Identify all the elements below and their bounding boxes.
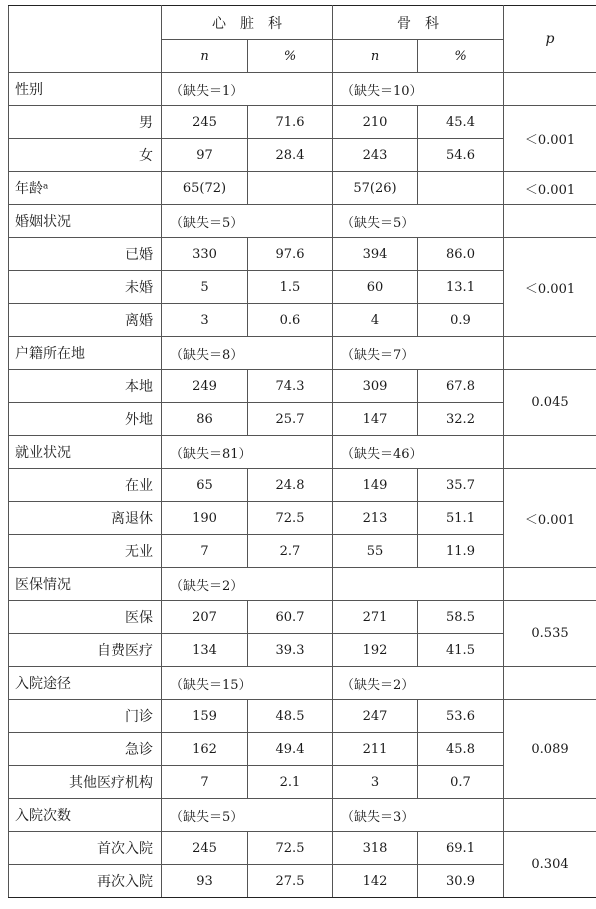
p-cell-empty: [504, 436, 596, 469]
missing-ortho: [333, 568, 504, 601]
table-row: [9, 73, 596, 106]
row-label: 未婚: [9, 271, 162, 304]
ortho-n: 60: [333, 271, 418, 304]
row-label: 本地: [9, 370, 162, 403]
cardio-n: 245: [162, 106, 248, 139]
missing-cardio: （缺失＝5）: [162, 799, 333, 832]
ortho-pct: 67.8: [418, 370, 504, 403]
p-cell-empty: [504, 667, 596, 700]
empty-cell: [418, 172, 504, 205]
p-value: 0.045: [504, 370, 596, 436]
cardio-n: 249: [162, 370, 248, 403]
group-label: 户籍所在地: [9, 337, 162, 370]
header-p: p: [504, 6, 596, 73]
table-row: [9, 469, 596, 502]
p-value: 0.304: [504, 832, 596, 898]
p-value: 0.089: [504, 700, 596, 799]
group-label: 婚姻状况: [9, 205, 162, 238]
row-label: 外地: [9, 403, 162, 436]
row-label: 在业: [9, 469, 162, 502]
cardio-pct: 28.4: [248, 139, 333, 172]
ortho-n: 192: [333, 634, 418, 667]
demographics-table: [8, 5, 596, 898]
missing-ortho: （缺失＝10）: [333, 73, 504, 106]
ortho-pct: 54.6: [418, 139, 504, 172]
ortho-pct: 69.1: [418, 832, 504, 865]
missing-ortho: （缺失＝2）: [333, 667, 504, 700]
ortho-value: 57(26): [333, 172, 418, 205]
table-row: [9, 601, 596, 634]
cardio-n: 5: [162, 271, 248, 304]
ortho-pct: 0.9: [418, 304, 504, 337]
table-row: [9, 370, 596, 403]
p-cell-empty: [504, 568, 596, 601]
row-label: 再次入院: [9, 865, 162, 898]
ortho-n: 318: [333, 832, 418, 865]
cardio-pct: 0.6: [248, 304, 333, 337]
missing-ortho: （缺失＝46）: [333, 436, 504, 469]
row-label: 自费医疗: [9, 634, 162, 667]
p-value: ＜0.001: [504, 238, 596, 337]
cardio-pct: 39.3: [248, 634, 333, 667]
ortho-pct: 58.5: [418, 601, 504, 634]
p-cell-empty: [504, 337, 596, 370]
table-row: [9, 568, 596, 601]
row-label: 医保: [9, 601, 162, 634]
missing-ortho: （缺失＝7）: [333, 337, 504, 370]
row-label: 女: [9, 139, 162, 172]
ortho-pct: 53.6: [418, 700, 504, 733]
cardio-pct: 71.6: [248, 106, 333, 139]
cardio-n: 134: [162, 634, 248, 667]
cardio-n: 159: [162, 700, 248, 733]
ortho-n: 142: [333, 865, 418, 898]
cardio-pct: 27.5: [248, 865, 333, 898]
cardio-pct: 25.7: [248, 403, 333, 436]
cardio-n: 7: [162, 766, 248, 799]
cardio-pct: 1.5: [248, 271, 333, 304]
ortho-pct: 35.7: [418, 469, 504, 502]
cardio-n: 190: [162, 502, 248, 535]
header-cardiology: 心脏科: [162, 6, 333, 40]
corner-cell: [9, 6, 162, 73]
p-value: 0.535: [504, 601, 596, 667]
cardio-n: 245: [162, 832, 248, 865]
row-label: 男: [9, 106, 162, 139]
p-value: ＜0.001: [504, 106, 596, 172]
missing-ortho: （缺失＝3）: [333, 799, 504, 832]
ortho-pct: 13.1: [418, 271, 504, 304]
table-row: [9, 106, 596, 139]
header-orthopedics: 骨科: [333, 6, 504, 40]
group-label: 医保情况: [9, 568, 162, 601]
p-value: ＜0.001: [504, 172, 596, 205]
table-body: [9, 73, 596, 898]
ortho-pct: 41.5: [418, 634, 504, 667]
cardio-n: 97: [162, 139, 248, 172]
cardio-pct: 2.7: [248, 535, 333, 568]
cardio-pct: 2.1: [248, 766, 333, 799]
ortho-n: 210: [333, 106, 418, 139]
table-row: [9, 172, 596, 205]
ortho-pct: 45.4: [418, 106, 504, 139]
ortho-n: 243: [333, 139, 418, 172]
missing-ortho: （缺失＝5）: [333, 205, 504, 238]
missing-cardio: （缺失＝15）: [162, 667, 333, 700]
ortho-pct: 86.0: [418, 238, 504, 271]
group-label: 入院次数: [9, 799, 162, 832]
cardio-pct: 72.5: [248, 502, 333, 535]
ortho-pct: 11.9: [418, 535, 504, 568]
p-cell-empty: [504, 73, 596, 106]
ortho-pct: 0.7: [418, 766, 504, 799]
row-label: 离退休: [9, 502, 162, 535]
p-cell-empty: [504, 799, 596, 832]
table-row: [9, 832, 596, 865]
cardio-pct: 74.3: [248, 370, 333, 403]
table-row: [9, 436, 596, 469]
group-label: 入院途径: [9, 667, 162, 700]
cardio-n: 65: [162, 469, 248, 502]
cardio-n: 7: [162, 535, 248, 568]
ortho-n: 271: [333, 601, 418, 634]
missing-cardio: （缺失＝5）: [162, 205, 333, 238]
ortho-n: 147: [333, 403, 418, 436]
missing-cardio: （缺失＝2）: [162, 568, 333, 601]
cardio-n: 162: [162, 733, 248, 766]
group-label: 就业状况: [9, 436, 162, 469]
cardio-n: 3: [162, 304, 248, 337]
ortho-pct: 32.2: [418, 403, 504, 436]
ortho-n: 213: [333, 502, 418, 535]
missing-cardio: （缺失＝81）: [162, 436, 333, 469]
ortho-n: 211: [333, 733, 418, 766]
ortho-n: 394: [333, 238, 418, 271]
ortho-pct: 30.9: [418, 865, 504, 898]
row-label: 首次入院: [9, 832, 162, 865]
row-label: 急诊: [9, 733, 162, 766]
row-label: 其他医疗机构: [9, 766, 162, 799]
group-label: 性别: [9, 73, 162, 106]
p-cell-empty: [504, 205, 596, 238]
row-label: 离婚: [9, 304, 162, 337]
cardio-pct: 97.6: [248, 238, 333, 271]
p-value: ＜0.001: [504, 469, 596, 568]
missing-cardio: （缺失＝8）: [162, 337, 333, 370]
row-label: 门诊: [9, 700, 162, 733]
cardio-n: 86: [162, 403, 248, 436]
header-cardio-pct: %: [248, 40, 333, 73]
ortho-n: 247: [333, 700, 418, 733]
ortho-pct: 51.1: [418, 502, 504, 535]
ortho-pct: 45.8: [418, 733, 504, 766]
row-label: 已婚: [9, 238, 162, 271]
header-cardio-n: n: [162, 40, 248, 73]
ortho-n: 4: [333, 304, 418, 337]
cardio-pct: 49.4: [248, 733, 333, 766]
cardio-n: 330: [162, 238, 248, 271]
ortho-n: 55: [333, 535, 418, 568]
ortho-n: 149: [333, 469, 418, 502]
table-row: [9, 337, 596, 370]
cardio-pct: 24.8: [248, 469, 333, 502]
cardio-pct: 72.5: [248, 832, 333, 865]
row-label: 无业: [9, 535, 162, 568]
header-ortho-pct: %: [418, 40, 504, 73]
ortho-n: 3: [333, 766, 418, 799]
empty-cell: [248, 172, 333, 205]
cardio-pct: 60.7: [248, 601, 333, 634]
table-row: [9, 799, 596, 832]
cardio-pct: 48.5: [248, 700, 333, 733]
ortho-n: 309: [333, 370, 418, 403]
table-row: [9, 238, 596, 271]
missing-cardio: （缺失＝1）: [162, 73, 333, 106]
group-label: 年龄ᵃ: [9, 172, 162, 205]
table-row: [9, 700, 596, 733]
cardio-n: 93: [162, 865, 248, 898]
table-row: [9, 667, 596, 700]
cardio-n: 207: [162, 601, 248, 634]
table-row: [9, 205, 596, 238]
cardio-value: 65(72): [162, 172, 248, 205]
header-ortho-n: n: [333, 40, 418, 73]
